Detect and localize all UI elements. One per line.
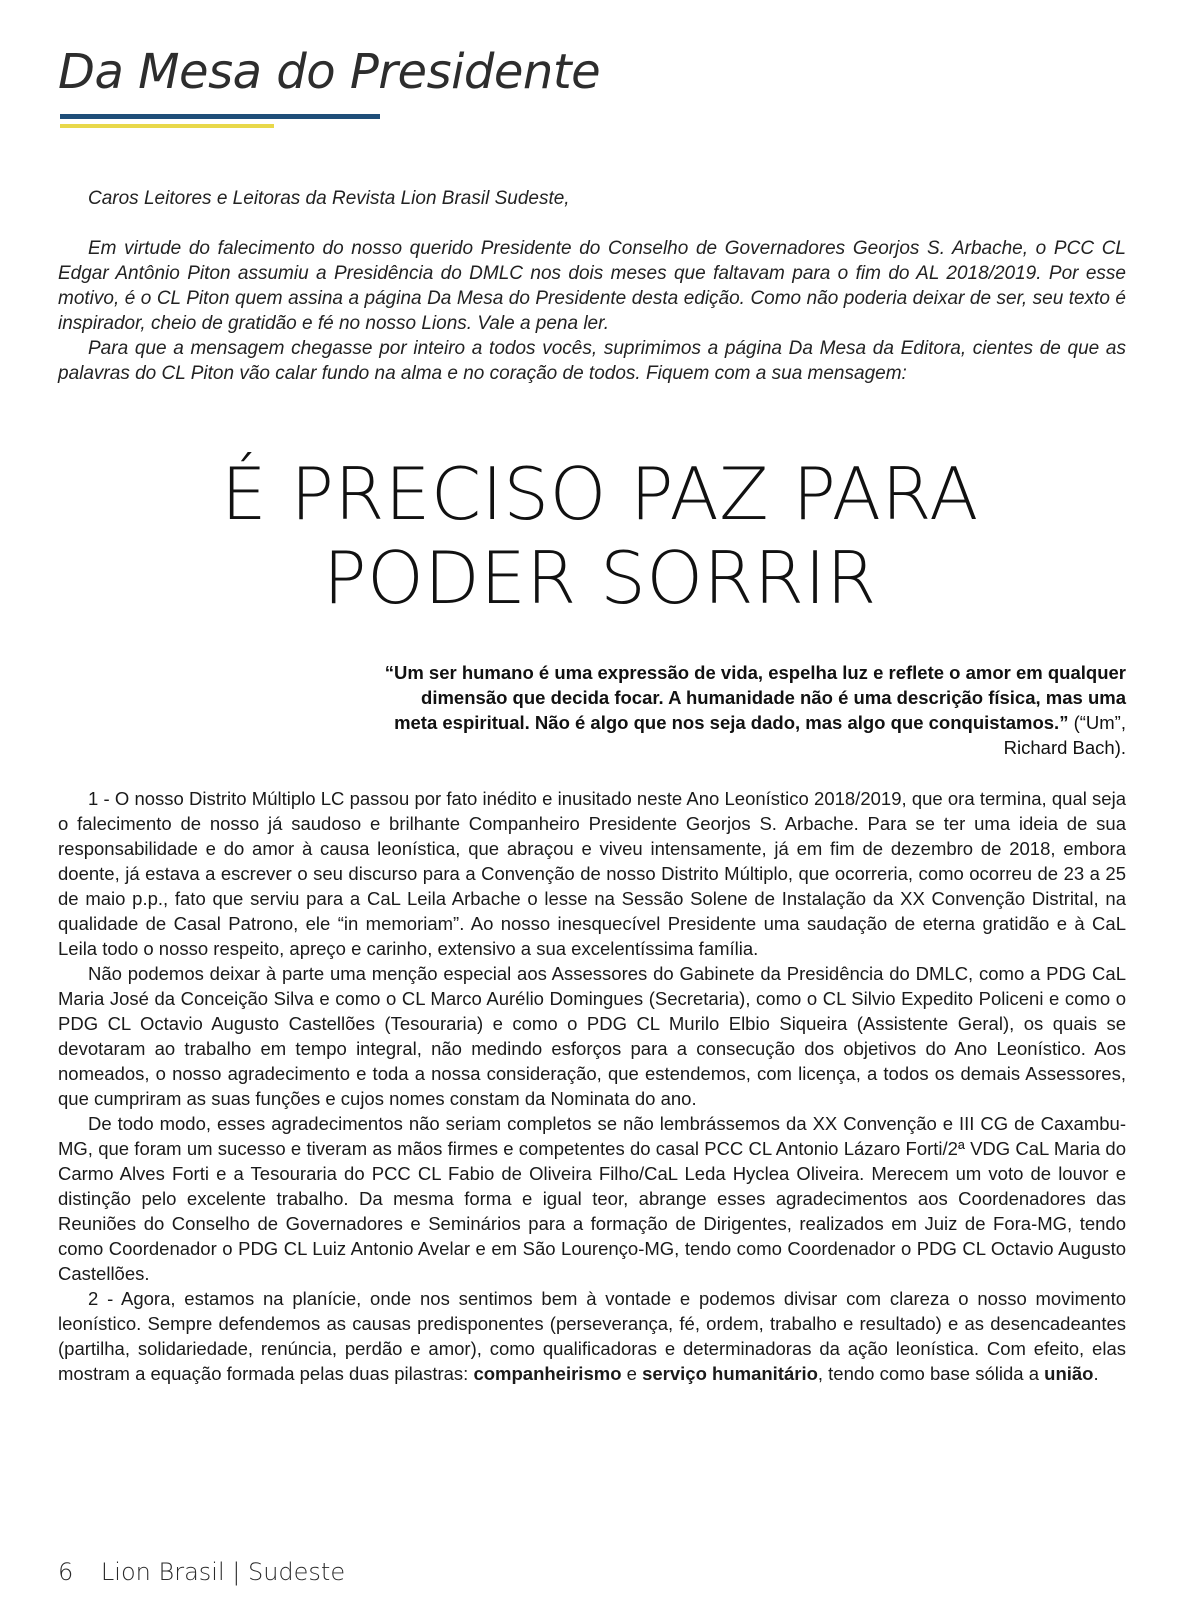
headline-line-1: É PRECISO PAZ PARA: [221, 452, 979, 536]
p4-text-final: .: [1093, 1363, 1099, 1384]
quote-text: “Um ser humano é uma expressão de vida, espelha luz e reflete o amor em qualquer dimensão que decida focar. A humanidade não é uma descrição física, mas uma meta espiritual. Não é algo que nos seja dado, mas algo que conquistamos.”: [384, 662, 1126, 733]
body-paragraph-4: [58, 1286, 1126, 1386]
epigraph-quote: [380, 660, 1126, 760]
publication-name: Lion Brasil | Sudeste: [100, 1558, 346, 1586]
intro-paragraph-1: Em virtude do falecimento do nosso querido Presidente do Conselho de Governadores Georjos S. Arbache, o PCC CL Edgar Antônio Piton assumiu a Presidência do DMLC nos dois meses que faltavam para o fim do AL 2018/2019. Por esse motivo, é o CL Piton quem assina a página Da Mesa do Presidente desta edição. Como não poderia deixar de ser, seu texto é inspirador, cheio de gratidão e fé no nosso Lions. Vale a pena ler.: [58, 238, 1126, 334]
editor-intro: [58, 186, 1126, 386]
title-rule-yellow: [60, 124, 274, 128]
intro-paragraph-2: Para que a mensagem chegasse por inteiro a todos vocês, suprimimos a página Da Mesa da Editora, cientes de que as palavras do CL Piton vão calar fundo na alma e no coração de todos. Fiquem com a sua mensagem:: [58, 338, 1126, 384]
body-paragraph-3: De todo modo, esses agradecimentos não seriam completos se não lembrássemos da XX Convenção e III CG de Caxambu-MG, que foram um sucesso e tiveram as mãos firmes e competentes do casal PCC CL Antonio Lázaro Forti/2ª VDG CaL Maria do Carmo Alves Forti e a Tesouraria do PCC CL Fabio de Oliveira Filho/CaL Leda Hyclea Oliveira. Merecem um voto de louvor e distinção pelo excelente trabalho. Da mesma forma e igual teor, abrange esses agradecimentos aos Coordenadores das Reuniões do Conselho de Governadores e Seminários para a formação de Dirigentes, realizados em Juiz de Fora-MG, tendo como Coordenador o PDG CL Luiz Antonio Avelar e em São Lourenço-MG, tendo como Coordenador o PDG CL Octavio Augusto Castellões.: [58, 1113, 1126, 1284]
p4-text-start: 2 - Agora, estamos na planície, onde nos sentimos bem à vontade e podemos divisar com clareza o nosso movimento leonístico. Sempre defendemos as causas predisponentes (perseverança, fé, ordem, trabalho e resultado) e as desencadeantes (partilha, solidariedade, renúncia, perdão e amor), como qualificadoras e determinadoras da ação leonística. Com efeito, elas mostram a equação formada pelas duas pilastras:: [58, 1288, 1126, 1384]
page-number: 6: [58, 1558, 74, 1586]
title-rule-blue: [60, 114, 380, 119]
p4-bold-servico: serviço humanitário: [642, 1363, 818, 1384]
p4-text-mid: e: [626, 1363, 637, 1384]
intro-greeting: Caros Leitores e Leitoras da Revista Lion Brasil Sudeste,: [88, 188, 570, 209]
page-footer: [58, 1558, 345, 1586]
article-body: [58, 786, 1126, 1386]
headline-line-2: PODER SORRIR: [323, 536, 877, 620]
p4-bold-uniao: união: [1044, 1363, 1094, 1384]
body-paragraph-2: Não podemos deixar à parte uma menção especial aos Assessores do Gabinete da Presidência do DMLC, como a PDG CaL Maria José da Conceição Silva e como o CL Marco Aurélio Domingues (Secretaria), como o CL Silvio Expedito Policeni e como o PDG CL Octavio Augusto Castellões (Tesouraria) e como o PDG CL Murilo Elbio Siqueira (Assistente Geral), os quais se devotaram ao trabalho em tempo integral, não medindo esforços para a consecução dos objetivos do Ano Leonístico. Aos nomeados, o nosso agradecimento e toda a nossa consideração, que estendemos, com licença, a todos os demais Assessores, que cumpriram as suas funções e cujos nomes constam da Nominata do ano.: [58, 963, 1126, 1109]
quote-attribution: (“Um”, Richard Bach).: [1003, 712, 1126, 758]
section-title: Da Mesa do Presidente: [58, 44, 601, 100]
p4-bold-companheirismo: companheirismo: [473, 1363, 622, 1384]
body-paragraph-1: 1 - O nosso Distrito Múltiplo LC passou por fato inédito e inusitado neste Ano Leonístico 2018/2019, que ora termina, qual seja o falecimento de nosso já saudoso e brilhante Companheiro Presidente Georjos S. Arbache. Para se ter uma ideia de sua responsabilidade e do amor à causa leonística, que abraçou e viveu intensamente, já em fim de dezembro de 2018, embora doente, já estava a escrever o seu discurso para a Convenção de nosso Distrito Múltiplo, que ocorreria, como ocorreu de 23 a 25 de maio p.p., fato que serviu para a CaL Leila Arbache o lesse na Sessão Solene de Instalação da XX Convenção Distrital, na qualidade de Casal Patrono, ele “in memoriam”. Ao nosso inesquecível Presidente uma saudação de eterna gratidão e à CaL Leila todo o nosso respeito, apreço e carinho, extensivo a sua excelentíssima família.: [58, 788, 1126, 959]
article-headline: [0, 452, 1200, 620]
p4-text-end: , tendo como base sólida a: [817, 1363, 1040, 1384]
